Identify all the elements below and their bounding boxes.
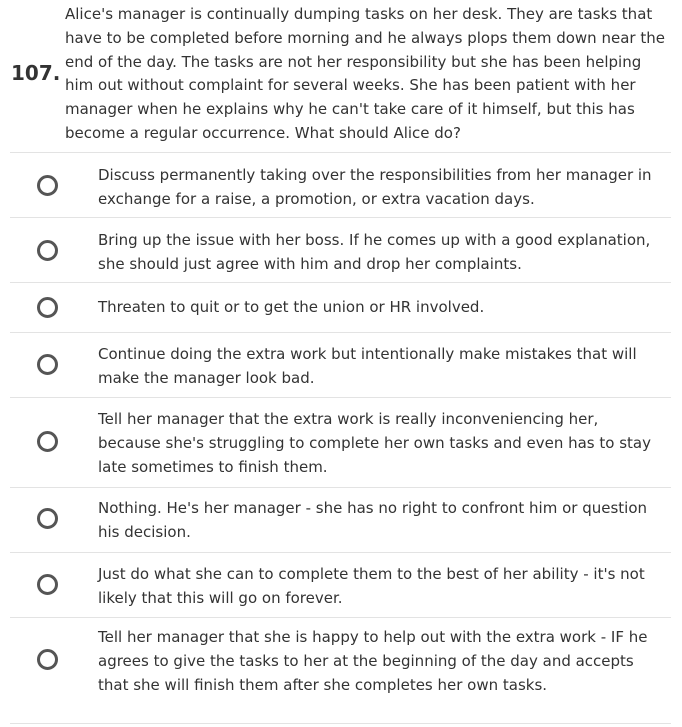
radio-unselected-icon[interactable] [37,574,58,595]
answer-option-4[interactable] [10,333,671,398]
answer-option-text: Just do what she can to complete them to the best of her ability - it's not likely that this will go on forever. [98,565,645,607]
answer-option-1[interactable] [10,153,671,218]
answer-option-7[interactable] [10,553,671,618]
radio-unselected-icon[interactable] [37,354,58,375]
radio-unselected-icon[interactable] [37,431,58,452]
radio-unselected-icon[interactable] [37,175,58,196]
answer-option-3[interactable] [10,283,671,333]
question-block [10,0,671,153]
answer-option-text: Threaten to quit or to get the union or HR involved. [98,298,485,316]
radio-unselected-icon[interactable] [37,240,58,261]
radio-unselected-icon[interactable] [37,508,58,529]
answer-option-text: Continue doing the extra work but intentionally make mistakes that will make the manager look bad. [98,345,637,387]
answer-option-text: Tell her manager that the extra work is really inconveniencing her, because she's struggling to complete her own tasks and even has to stay late sometimes to finish them. [98,410,651,476]
answer-option-text: Nothing. He's her manager - she has no right to confront him or question his decision. [98,499,648,541]
question-text: Alice's manager is continually dumping tasks on her desk. They are tasks that have to be completed before morning and he always plops them down near the end of the day. The tasks are not her responsibility but she has been helping him out without complaint for several weeks. She has been patient with her manager when he explains why he can't take care of it himself, but this has become a regular occurrence. What should Alice do? [65,5,665,142]
answer-option-text: Tell her manager that she is happy to help out with the extra work - IF he agrees to give the tasks to her at the beginning of the day and accepts that she will finish them after she completes her own tasks. [98,628,648,694]
answer-option-5[interactable] [10,398,671,488]
radio-unselected-icon[interactable] [37,649,58,670]
question-number: 107. [11,61,61,85]
answer-option-6[interactable] [10,488,671,553]
answer-options [10,153,671,724]
answer-option-2[interactable] [10,218,671,283]
answer-option-text: Discuss permanently taking over the responsibilities from her manager in exchange for a raise, a promotion, or extra vacation days. [98,166,652,208]
answer-option-text: Bring up the issue with her boss. If he comes up with a good explanation, she should just agree with him and drop her complaints. [98,231,651,273]
radio-unselected-icon[interactable] [37,297,58,318]
answer-option-8[interactable] [10,618,671,724]
